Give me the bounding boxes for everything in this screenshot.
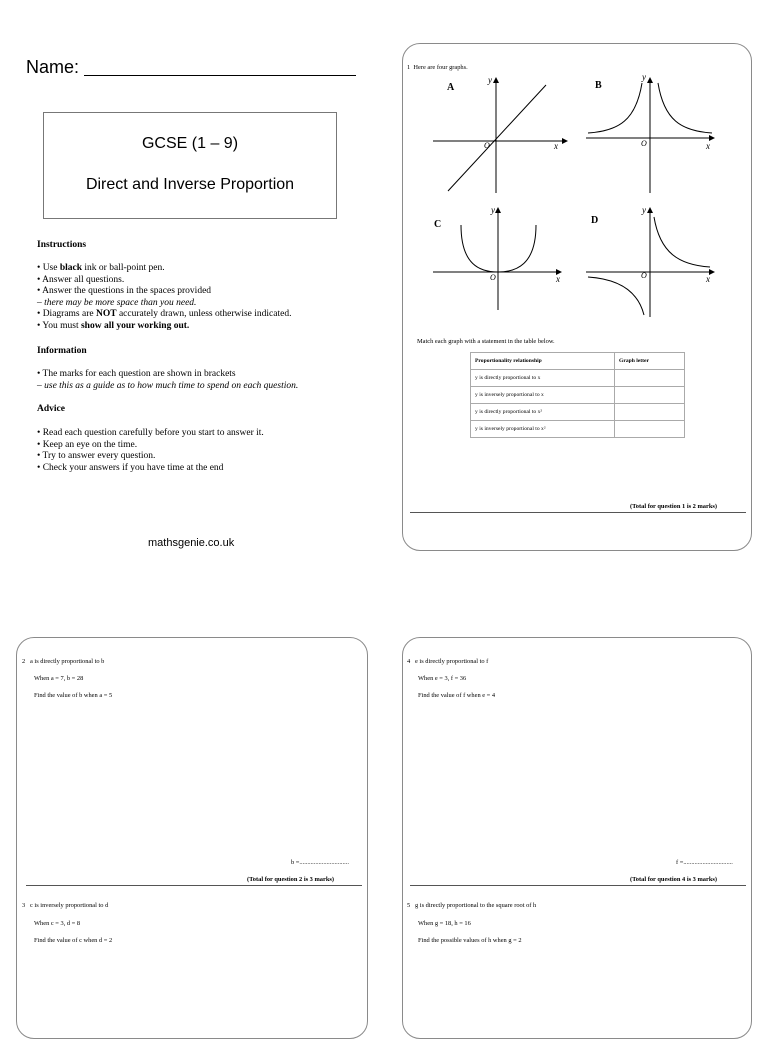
question-2-line3: Find the value of b when a = 5: [34, 692, 113, 699]
graph-c-letter: C: [434, 219, 442, 230]
question-text: Here are four graphs.: [413, 64, 468, 71]
graph-a-origin: O: [484, 141, 490, 150]
graph-d: [584, 205, 719, 320]
instruction-item: • Answer all questions.: [37, 274, 125, 285]
site-footer: mathsgenie.co.uk: [148, 537, 235, 549]
information-list: [37, 369, 367, 392]
graph-c: [430, 205, 570, 315]
instruction-item: – there may be more space than you need.: [37, 297, 197, 308]
question-text: c is inversely proportional to d: [30, 902, 109, 909]
graph-b-origin: O: [641, 139, 647, 148]
question-number: 3: [22, 902, 26, 909]
name-answer-line[interactable]: [84, 75, 356, 76]
instruction-item: • Use black ink or ball-point pen.: [37, 263, 165, 273]
table-header-row: [471, 353, 685, 370]
graph-a: [430, 75, 570, 195]
graph-d-x-label: x: [706, 274, 710, 284]
advice-item: • Try to answer every question.: [37, 451, 156, 461]
instruction-item: • Diagrams are NOT accurately drawn, unless otherwise indicated.: [37, 309, 292, 319]
relationship-cell: y is directly proportional to x²: [471, 404, 615, 421]
question-3-line1: [22, 902, 108, 910]
question-2-line2: When a = 7, b = 28: [34, 675, 84, 682]
question-text: e is directly proportional to f: [415, 658, 489, 665]
course-title: GCSE (1 – 9): [141, 135, 239, 152]
table-row: [471, 370, 685, 387]
question-5-line2: When g = 18, h = 16: [418, 920, 471, 927]
question-5-line1: [407, 902, 536, 910]
relationship-cell: y is directly proportional to x: [471, 370, 615, 387]
question-4-total: (Total for question 4 is 3 marks): [630, 876, 717, 883]
question-number: 5: [407, 902, 411, 909]
graph-letter-answer-cell[interactable]: [615, 387, 685, 404]
graph-c-y-label: y: [491, 205, 495, 215]
question-1-total: (Total for question 1 is 2 marks): [630, 503, 717, 510]
information-item: • The marks for each question are shown in brackets: [37, 369, 236, 379]
table-row: [471, 387, 685, 404]
question-2-line1: [22, 658, 104, 666]
question-5-line3: Find the possible values of h when g = 2: [418, 937, 522, 944]
question-2-answer-line[interactable]: b =...............................: [291, 859, 349, 866]
question-number: 4: [407, 658, 411, 665]
divider: [410, 512, 746, 513]
graph-d-letter: D: [591, 215, 599, 226]
graph-c-origin: O: [490, 273, 496, 282]
advice-heading: Advice: [37, 404, 65, 414]
question-3-line3: Find the value of c when d = 2: [34, 937, 113, 944]
table-header: Graph letter: [615, 353, 685, 370]
divider: [410, 885, 746, 886]
graph-d-y-label: y: [642, 205, 646, 215]
advice-item: • Keep an eye on the time.: [37, 439, 138, 450]
graph-c-x-label: x: [556, 274, 560, 284]
information-item: – use this as a guide as to how much time to spend on each question.: [37, 380, 299, 391]
graph-b-y-label: y: [642, 72, 646, 82]
relationship-cell: y is inversely proportional to x²: [471, 421, 615, 438]
graph-b-letter: B: [595, 80, 602, 91]
graph-b: [584, 75, 719, 195]
graph-a-x-label: x: [554, 141, 558, 151]
instructions-heading: Instructions: [37, 240, 87, 250]
proportionality-table: [470, 352, 685, 438]
question-4-line1: [407, 658, 488, 666]
instruction-item: • Answer the questions in the spaces provided: [37, 286, 212, 296]
graph-letter-answer-cell[interactable]: [615, 370, 685, 387]
title-box: [43, 112, 337, 219]
question-3-line2: When c = 3, d = 8: [34, 920, 81, 927]
information-heading: Information: [37, 346, 87, 356]
table-header: Proportionality relationship: [471, 353, 615, 370]
divider: [26, 885, 362, 886]
question-1-prompt: [407, 64, 468, 72]
graph-a-y-label: y: [488, 75, 492, 85]
question-number: 1: [407, 64, 411, 71]
advice-list: [37, 428, 367, 474]
name-label: Name:: [26, 57, 80, 77]
graph-d-origin: O: [641, 271, 647, 280]
table-row: [471, 404, 685, 421]
question-4-line2: When e = 3, f = 36: [418, 675, 467, 682]
advice-item: • Check your answers if you have time at the end: [37, 462, 224, 473]
question-4-answer-line[interactable]: f =...............................: [676, 859, 733, 866]
graph-b-x-label: x: [706, 141, 710, 151]
topic-title: Direct and Inverse Proportion: [85, 176, 295, 193]
question-text: g is directly proportional to the square root of h: [415, 902, 537, 909]
question-number: 2: [22, 658, 26, 665]
advice-item: • Read each question carefully before you start to answer it.: [37, 428, 264, 438]
question-4-line3: Find the value of f when e = 4: [418, 692, 496, 699]
graph-letter-answer-cell[interactable]: [615, 421, 685, 438]
match-instruction: Match each graph with a statement in the table below.: [417, 338, 555, 345]
question-2-total: (Total for question 2 is 3 marks): [247, 876, 334, 883]
question-text: a is directly proportional to b: [30, 658, 105, 665]
graph-a-letter: A: [447, 82, 455, 93]
graph-letter-answer-cell[interactable]: [615, 404, 685, 421]
instructions-list: [37, 263, 367, 332]
table-row: [471, 421, 685, 438]
relationship-cell: y is inversely proportional to x: [471, 387, 615, 404]
instruction-item: • You must show all your working out.: [37, 320, 190, 331]
